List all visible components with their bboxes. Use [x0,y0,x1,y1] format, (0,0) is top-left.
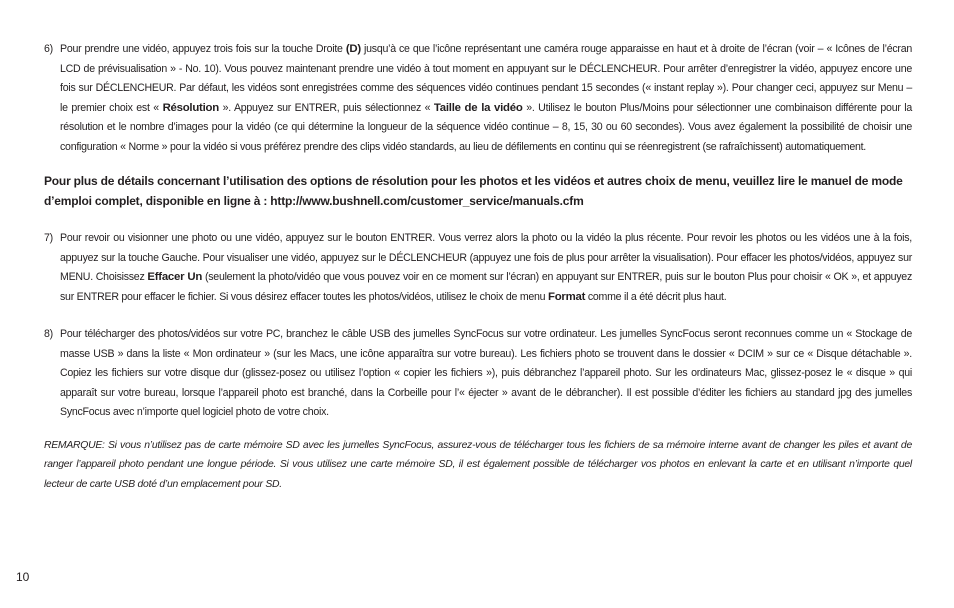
menu-delete-one-label: Effacer Un [147,271,203,283]
step-text: Pour télécharger des photos/vidéos sur votre PC, branchez le câble USB des jumelles SyncFocus sur votre ordinateur. Les jumelles SyncFocus seront reconnues comme un « Stockage de masse USB » dans la liste « Mon ordinateur » (sur les Macs, une icône apparaîtra sur votre bureau). Les fichiers photo se trouvent dans le dossier « DCIM » sur ce « Disque détachable ». Copiez les fichiers sur votre disque dur (glissez-posez ou utilisez l’option « copier les fichiers »), puis débranchez l’appareil photo. Sur les ordinateurs Mac, glissez-posez le « disque » qui apparaît sur votre bureau, lorsque l’appareil photo est branché, dans la Corbeille pour l’« éjecter » avant de le débrancher). Il est possible d’éditer les fichiers au standard jpg des jumelles SyncFocus avec n’importe quel logiciel photo de votre choix. [60,328,912,418]
text-run: ». Appuyez sur ENTRER, puis sélectionnez « [218,101,434,114]
manual-notice: Pour plus de détails concernant l’utilisation des options de résolution pour les photos et les vidéos et autres choix de menu, veuillez lire le manuel de mode d’emploi complet, disponible en ligne à : http://www.bushnell.com/customer_service/manuals.cfm [44,174,903,208]
text-run: Pour revoir ou visionner une photo ou une vidéo, appuyez sur le bouton ENTRER. Vous verrez alors la photo ou la vidéo la plus récente. Pour revoir les photos ou les vidéos une à la fois, appuyez sur la touche Gauche. Pour visualiser une vidéo, appuyez sur le DÉCLENCHEUR (appuyez une fois de plus pour arrêter la visualisation). Pour effacer les photos/vidéos, appuyez sur MENU. Choisissez [60,232,912,283]
step-number: 7) [44,232,53,244]
step-number: 8) [44,328,53,340]
step-number: 6) [44,43,53,55]
menu-resolution-label: Résolution [162,101,219,114]
step-text [60,40,912,157]
step-6-video [44,40,912,157]
text-run: (seulement la photo/vidéo que vous pouvez voir en ce moment sur l’écran) en appuyant sur ENTRER, puis sur le bouton Plus pour choisir « OK », et appuyez sur ENTRER pour effacer le fichier. Si vous désirez effacer toutes les photos/vidéos, utilisez le choix de menu [60,271,912,303]
text-run: jusqu’à ce que l’icône représentant une caméra rouge apparaisse en haut et à droite de l’écran (voir – « Icônes de l’écran LCD de prévisualisation » - No. 10). Vous pouvez maintenant prendre une vidéo à tout moment en appuyant sur le DÉCLENCHEUR. Pour arrêter d’enregistrer la vidéo, appuyez encore une fois sur DÉCLENCHEUR. Par défaut, les vidéos sont enregistrées comme des séquences vidéo continues pendant 15 secondes (« instant replay »). Pour changer ceci, appuyez sur Menu – le premier choix est « [60,43,912,114]
remark-note: REMARQUE: Si vous n’utilisez pas de carte mémoire SD avec les jumelles SyncFocus, assurez-vous de télécharger tous les fichiers de sa mémoire interne avant de changer les piles et avant de ranger l’appareil photo pendant une longue période. Si vous utilisez une carte mémoire SD, il est également possible de télécharger vos photos en enlevant la carte et en utilisant n’importe quel lecteur de carte USB doté d’un emplacement pour SD. [44,439,912,490]
menu-format-label: Format [548,290,586,303]
menu-video-size-label: Taille de la vidéo [433,101,523,114]
manual-page [44,40,912,494]
text-run: ». Utilisez le bouton Plus/Moins pour sélectionner une combinaison différente pour la résolution et le nombre d’images pour la vidéo (ce qui détermine la longueur de la séquence vidéo continue – 8, 15, 30 ou 60 secondes). Vous avez également la possibilité de choisir une configuration « Norme » pour la vidéo si vous préférez prendre des clips vidéo standards, au lieu de défilements en continu qui se réenregistrent (se rafraîchissent) automatiquement. [60,101,912,153]
step-text [60,229,912,307]
page-number: 10 [16,570,30,584]
text-run: Pour prendre une vidéo, appuyez trois fois sur la touche Droite [60,43,346,55]
step-8-download [44,325,912,423]
key-d-label: (D) [345,43,361,55]
text-run: comme il a été décrit plus haut. [585,290,727,303]
step-7-review [44,229,912,307]
